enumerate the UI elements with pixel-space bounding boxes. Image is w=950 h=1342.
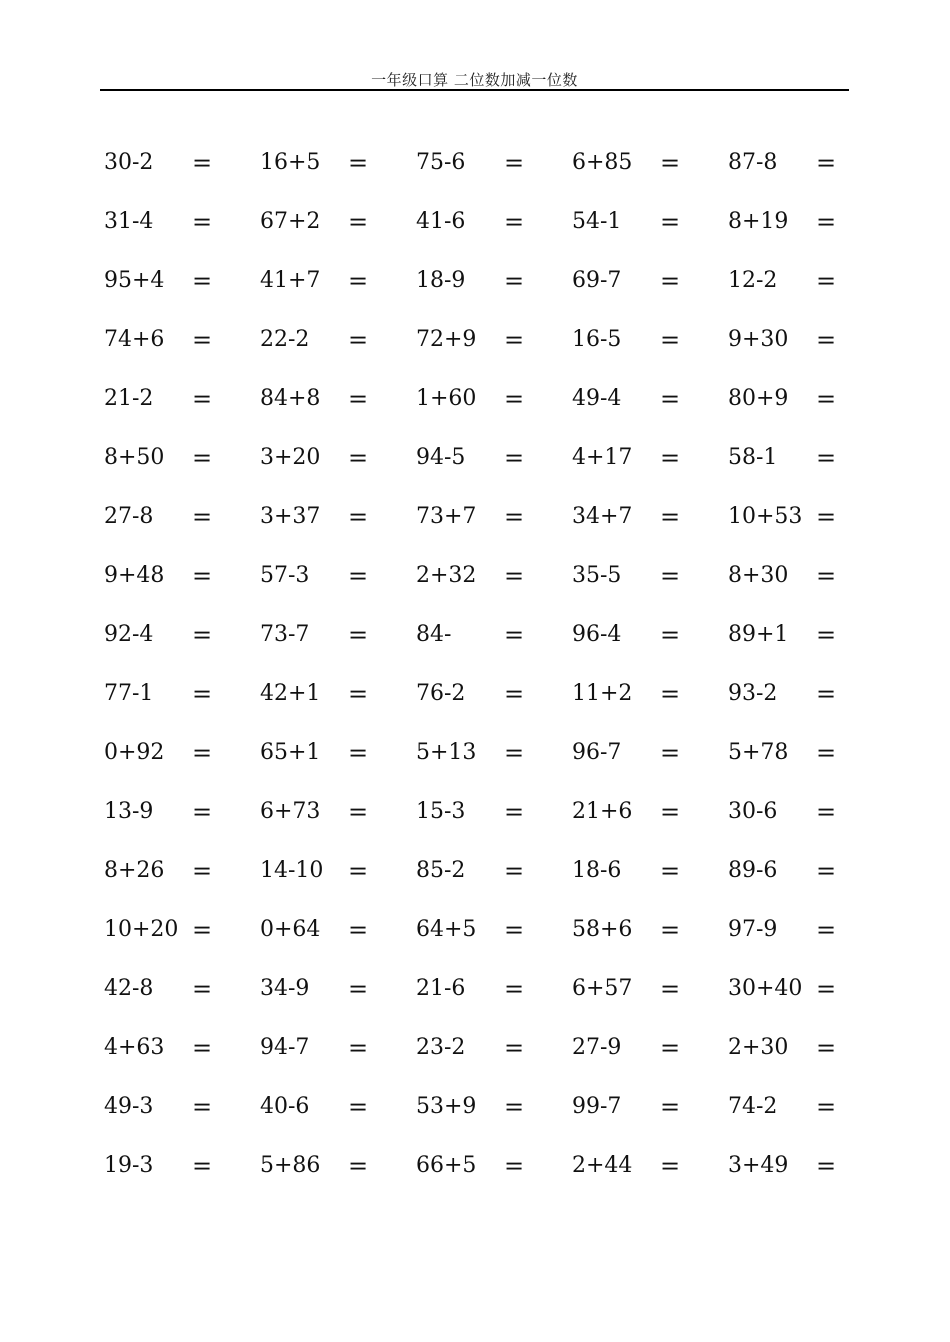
- problem-expression: 58-1: [728, 445, 778, 470]
- equals-sign: =: [192, 916, 213, 944]
- problem-expression: 16-5: [572, 327, 622, 352]
- problem-expression: 18-9: [416, 268, 466, 293]
- problem-expression: 3+49: [728, 1153, 789, 1178]
- equals-sign: =: [660, 680, 681, 708]
- problem-cell: [416, 969, 572, 1009]
- problem-expression: 74-2: [728, 1094, 778, 1119]
- equals-sign: =: [660, 975, 681, 1003]
- equals-sign: =: [816, 326, 837, 354]
- problem-cell: [416, 1028, 572, 1068]
- equals-sign: =: [504, 621, 525, 649]
- equals-sign: =: [348, 385, 369, 413]
- equals-sign: =: [660, 1093, 681, 1121]
- problem-cell: [572, 615, 728, 655]
- problem-cell: [416, 438, 572, 478]
- equals-sign: =: [504, 1093, 525, 1121]
- problem-cell: [572, 792, 728, 832]
- problem-expression: 5+13: [416, 740, 477, 765]
- problem-expression: 6+73: [260, 799, 321, 824]
- equals-sign: =: [348, 562, 369, 590]
- equals-sign: =: [192, 739, 213, 767]
- problem-expression: 21+6: [572, 799, 633, 824]
- problem-cell: [104, 910, 260, 950]
- problem-cell: [728, 202, 884, 242]
- equals-sign: =: [348, 267, 369, 295]
- equals-sign: =: [660, 798, 681, 826]
- problem-expression: 3+37: [260, 504, 321, 529]
- equals-sign: =: [660, 562, 681, 590]
- problem-cell: [416, 379, 572, 419]
- problem-row: [104, 733, 854, 792]
- problem-cell: [416, 674, 572, 714]
- equals-sign: =: [192, 1152, 213, 1180]
- problem-cell: [260, 1087, 416, 1127]
- equals-sign: =: [660, 326, 681, 354]
- equals-sign: =: [816, 916, 837, 944]
- problem-cell: [572, 202, 728, 242]
- equals-sign: =: [816, 1152, 837, 1180]
- problem-row: [104, 556, 854, 615]
- problem-expression: 2+30: [728, 1035, 789, 1060]
- equals-sign: =: [816, 857, 837, 885]
- problem-cell: [260, 910, 416, 950]
- problem-expression: 30-6: [728, 799, 778, 824]
- problem-row: [104, 1087, 854, 1146]
- equals-sign: =: [192, 621, 213, 649]
- problem-cell: [728, 261, 884, 301]
- page-header-title: 一年级口算 二位数加减一位数: [371, 71, 578, 89]
- problem-cell: [260, 674, 416, 714]
- problem-expression: 80+9: [728, 386, 789, 411]
- problem-cell: [416, 202, 572, 242]
- problem-expression: 21-2: [104, 386, 154, 411]
- problem-cell: [260, 261, 416, 301]
- equals-sign: =: [348, 798, 369, 826]
- equals-sign: =: [504, 503, 525, 531]
- problem-expression: 95+4: [104, 268, 165, 293]
- problem-cell: [260, 438, 416, 478]
- equals-sign: =: [348, 739, 369, 767]
- problem-expression: 19-3: [104, 1153, 154, 1178]
- problem-expression: 6+85: [572, 150, 633, 175]
- problem-cell: [260, 615, 416, 655]
- problem-cell: [416, 615, 572, 655]
- problem-expression: 23-2: [416, 1035, 466, 1060]
- problem-expression: 92-4: [104, 622, 154, 647]
- problem-expression: 12-2: [728, 268, 778, 293]
- problem-cell: [104, 1087, 260, 1127]
- problem-cell: [416, 497, 572, 537]
- problem-cell: [572, 556, 728, 596]
- problem-expression: 66+5: [416, 1153, 477, 1178]
- problem-expression: 85-2: [416, 858, 466, 883]
- equals-sign: =: [816, 1034, 837, 1062]
- equals-sign: =: [816, 503, 837, 531]
- equals-sign: =: [504, 739, 525, 767]
- problem-expression: 14-10: [260, 858, 324, 883]
- problem-expression: 10+20: [104, 917, 179, 942]
- equals-sign: =: [192, 1093, 213, 1121]
- problem-expression: 4+17: [572, 445, 633, 470]
- equals-sign: =: [816, 798, 837, 826]
- problem-expression: 84+8: [260, 386, 321, 411]
- equals-sign: =: [348, 621, 369, 649]
- problem-cell: [260, 379, 416, 419]
- problem-expression: 57-3: [260, 563, 310, 588]
- equals-sign: =: [504, 267, 525, 295]
- problem-expression: 21-6: [416, 976, 466, 1001]
- problem-expression: 74+6: [104, 327, 165, 352]
- equals-sign: =: [192, 975, 213, 1003]
- problem-expression: 3+20: [260, 445, 321, 470]
- problem-expression: 42-8: [104, 976, 154, 1001]
- equals-sign: =: [504, 562, 525, 590]
- problem-expression: 31-4: [104, 209, 154, 234]
- problem-cell: [104, 851, 260, 891]
- problem-cell: [104, 143, 260, 183]
- problem-cell: [104, 497, 260, 537]
- equals-sign: =: [816, 267, 837, 295]
- problem-row: [104, 438, 854, 497]
- problem-cell: [572, 438, 728, 478]
- problem-cell: [104, 969, 260, 1009]
- problem-row: [104, 497, 854, 556]
- equals-sign: =: [816, 149, 837, 177]
- problem-cell: [728, 792, 884, 832]
- problem-expression: 84-: [416, 622, 452, 647]
- equals-sign: =: [192, 798, 213, 826]
- equals-sign: =: [660, 1034, 681, 1062]
- problem-cell: [416, 910, 572, 950]
- equals-sign: =: [192, 149, 213, 177]
- problem-expression: 0+64: [260, 917, 321, 942]
- problem-cell: [260, 143, 416, 183]
- problem-cell: [260, 497, 416, 537]
- problem-expression: 53+9: [416, 1094, 477, 1119]
- equals-sign: =: [192, 680, 213, 708]
- problem-cell: [728, 1087, 884, 1127]
- equals-sign: =: [504, 680, 525, 708]
- problem-cell: [260, 1028, 416, 1068]
- problem-expression: 27-8: [104, 504, 154, 529]
- problem-expression: 2+32: [416, 563, 477, 588]
- problem-expression: 8+26: [104, 858, 165, 883]
- problem-row: [104, 143, 854, 202]
- problem-expression: 97-9: [728, 917, 778, 942]
- problem-cell: [572, 1028, 728, 1068]
- problem-row: [104, 202, 854, 261]
- problem-expression: 30-2: [104, 150, 154, 175]
- equals-sign: =: [816, 739, 837, 767]
- equals-sign: =: [660, 208, 681, 236]
- problem-expression: 73+7: [416, 504, 477, 529]
- problem-cell: [104, 615, 260, 655]
- problem-expression: 35-5: [572, 563, 622, 588]
- problem-cell: [728, 556, 884, 596]
- problem-cell: [572, 320, 728, 360]
- problem-cell: [728, 497, 884, 537]
- problem-expression: 6+57: [572, 976, 633, 1001]
- problem-expression: 5+78: [728, 740, 789, 765]
- equals-sign: =: [348, 444, 369, 472]
- problem-expression: 99-7: [572, 1094, 622, 1119]
- problem-cell: [104, 379, 260, 419]
- equals-sign: =: [660, 385, 681, 413]
- problem-cell: [728, 615, 884, 655]
- equals-sign: =: [192, 503, 213, 531]
- problem-row: [104, 792, 854, 851]
- problem-row: [104, 261, 854, 320]
- problem-cell: [416, 320, 572, 360]
- problem-expression: 72+9: [416, 327, 477, 352]
- problem-cell: [572, 733, 728, 773]
- problem-cell: [728, 969, 884, 1009]
- problem-expression: 34-9: [260, 976, 310, 1001]
- problem-expression: 2+44: [572, 1153, 633, 1178]
- equals-sign: =: [660, 621, 681, 649]
- equals-sign: =: [504, 798, 525, 826]
- equals-sign: =: [504, 208, 525, 236]
- equals-sign: =: [192, 1034, 213, 1062]
- equals-sign: =: [348, 326, 369, 354]
- equals-sign: =: [816, 1093, 837, 1121]
- equals-sign: =: [816, 444, 837, 472]
- problem-expression: 18-6: [572, 858, 622, 883]
- problem-cell: [104, 674, 260, 714]
- problem-cell: [572, 379, 728, 419]
- problem-cell: [416, 261, 572, 301]
- problem-cell: [728, 143, 884, 183]
- equals-sign: =: [192, 326, 213, 354]
- equals-sign: =: [348, 1152, 369, 1180]
- problem-cell: [416, 1087, 572, 1127]
- problem-cell: [728, 733, 884, 773]
- problem-cell: [104, 556, 260, 596]
- problem-cell: [728, 1146, 884, 1186]
- problem-row: [104, 379, 854, 438]
- problem-expression: 64+5: [416, 917, 477, 942]
- problem-cell: [728, 910, 884, 950]
- problem-expression: 8+19: [728, 209, 789, 234]
- problem-expression: 58+6: [572, 917, 633, 942]
- problem-expression: 41-6: [416, 209, 466, 234]
- problem-expression: 77-1: [104, 681, 154, 706]
- problem-cell: [728, 1028, 884, 1068]
- problem-cell: [416, 733, 572, 773]
- problem-cell: [260, 792, 416, 832]
- problem-cell: [260, 320, 416, 360]
- problem-expression: 96-4: [572, 622, 622, 647]
- problem-expression: 87-8: [728, 150, 778, 175]
- problem-row: [104, 320, 854, 379]
- equals-sign: =: [192, 444, 213, 472]
- problem-cell: [728, 320, 884, 360]
- problem-expression: 5+86: [260, 1153, 321, 1178]
- problem-expression: 89+1: [728, 622, 789, 647]
- problem-grid: [104, 143, 854, 1205]
- problem-cell: [104, 733, 260, 773]
- problem-expression: 73-7: [260, 622, 310, 647]
- equals-sign: =: [348, 857, 369, 885]
- equals-sign: =: [504, 916, 525, 944]
- problem-expression: 13-9: [104, 799, 154, 824]
- equals-sign: =: [348, 1034, 369, 1062]
- problem-cell: [572, 674, 728, 714]
- equals-sign: =: [660, 149, 681, 177]
- equals-sign: =: [660, 503, 681, 531]
- problem-cell: [416, 143, 572, 183]
- problem-expression: 15-3: [416, 799, 466, 824]
- problem-expression: 0+92: [104, 740, 165, 765]
- equals-sign: =: [660, 267, 681, 295]
- equals-sign: =: [192, 562, 213, 590]
- problem-expression: 69-7: [572, 268, 622, 293]
- problem-expression: 11+2: [572, 681, 633, 706]
- problem-row: [104, 851, 854, 910]
- problem-expression: 34+7: [572, 504, 633, 529]
- equals-sign: =: [348, 503, 369, 531]
- equals-sign: =: [816, 562, 837, 590]
- problem-expression: 9+30: [728, 327, 789, 352]
- problem-cell: [104, 438, 260, 478]
- problem-expression: 94-7: [260, 1035, 310, 1060]
- equals-sign: =: [348, 680, 369, 708]
- equals-sign: =: [816, 208, 837, 236]
- problem-expression: 16+5: [260, 150, 321, 175]
- problem-expression: 54-1: [572, 209, 622, 234]
- problem-cell: [572, 969, 728, 1009]
- problem-expression: 89-6: [728, 858, 778, 883]
- problem-cell: [416, 556, 572, 596]
- equals-sign: =: [660, 857, 681, 885]
- equals-sign: =: [504, 857, 525, 885]
- problem-row: [104, 674, 854, 733]
- problem-cell: [104, 202, 260, 242]
- equals-sign: =: [192, 857, 213, 885]
- equals-sign: =: [348, 208, 369, 236]
- header-divider: [100, 89, 849, 91]
- problem-expression: 4+63: [104, 1035, 165, 1060]
- equals-sign: =: [660, 444, 681, 472]
- problem-cell: [416, 851, 572, 891]
- problem-expression: 49-4: [572, 386, 622, 411]
- equals-sign: =: [660, 739, 681, 767]
- equals-sign: =: [348, 975, 369, 1003]
- problem-expression: 10+53: [728, 504, 803, 529]
- equals-sign: =: [660, 1152, 681, 1180]
- equals-sign: =: [348, 916, 369, 944]
- equals-sign: =: [816, 975, 837, 1003]
- equals-sign: =: [504, 385, 525, 413]
- equals-sign: =: [348, 149, 369, 177]
- problem-cell: [572, 910, 728, 950]
- problem-cell: [104, 261, 260, 301]
- problem-cell: [728, 379, 884, 419]
- problem-cell: [104, 320, 260, 360]
- problem-expression: 30+40: [728, 976, 803, 1001]
- equals-sign: =: [660, 916, 681, 944]
- problem-cell: [572, 851, 728, 891]
- equals-sign: =: [504, 1034, 525, 1062]
- problem-cell: [104, 1146, 260, 1186]
- problem-row: [104, 969, 854, 1028]
- equals-sign: =: [816, 385, 837, 413]
- equals-sign: =: [192, 267, 213, 295]
- problem-cell: [260, 202, 416, 242]
- problem-expression: 94-5: [416, 445, 466, 470]
- problem-expression: 93-2: [728, 681, 778, 706]
- problem-expression: 1+60: [416, 386, 477, 411]
- problem-cell: [572, 261, 728, 301]
- problem-expression: 49-3: [104, 1094, 154, 1119]
- equals-sign: =: [504, 326, 525, 354]
- problem-row: [104, 910, 854, 969]
- problem-expression: 41+7: [260, 268, 321, 293]
- equals-sign: =: [192, 385, 213, 413]
- problem-expression: 9+48: [104, 563, 165, 588]
- problem-cell: [104, 792, 260, 832]
- problem-expression: 22-2: [260, 327, 310, 352]
- problem-cell: [416, 1146, 572, 1186]
- problem-expression: 8+50: [104, 445, 165, 470]
- problem-cell: [572, 497, 728, 537]
- equals-sign: =: [504, 975, 525, 1003]
- problem-cell: [728, 438, 884, 478]
- problem-expression: 96-7: [572, 740, 622, 765]
- problem-cell: [260, 733, 416, 773]
- problem-expression: 76-2: [416, 681, 466, 706]
- problem-expression: 42+1: [260, 681, 321, 706]
- problem-expression: 27-9: [572, 1035, 622, 1060]
- problem-cell: [260, 851, 416, 891]
- problem-row: [104, 1028, 854, 1087]
- equals-sign: =: [504, 1152, 525, 1180]
- equals-sign: =: [504, 444, 525, 472]
- equals-sign: =: [348, 1093, 369, 1121]
- problem-expression: 75-6: [416, 150, 466, 175]
- problem-expression: 8+30: [728, 563, 789, 588]
- problem-cell: [572, 1146, 728, 1186]
- problem-expression: 65+1: [260, 740, 321, 765]
- problem-expression: 40-6: [260, 1094, 310, 1119]
- equals-sign: =: [816, 680, 837, 708]
- equals-sign: =: [192, 208, 213, 236]
- equals-sign: =: [504, 149, 525, 177]
- problem-cell: [416, 792, 572, 832]
- problem-cell: [572, 143, 728, 183]
- problem-row: [104, 615, 854, 674]
- problem-cell: [260, 556, 416, 596]
- problem-cell: [572, 1087, 728, 1127]
- problem-cell: [728, 851, 884, 891]
- problem-cell: [104, 1028, 260, 1068]
- problem-cell: [728, 674, 884, 714]
- problem-cell: [260, 1146, 416, 1186]
- problem-expression: 67+2: [260, 209, 321, 234]
- problem-cell: [260, 969, 416, 1009]
- problem-row: [104, 1146, 854, 1205]
- equals-sign: =: [816, 621, 837, 649]
